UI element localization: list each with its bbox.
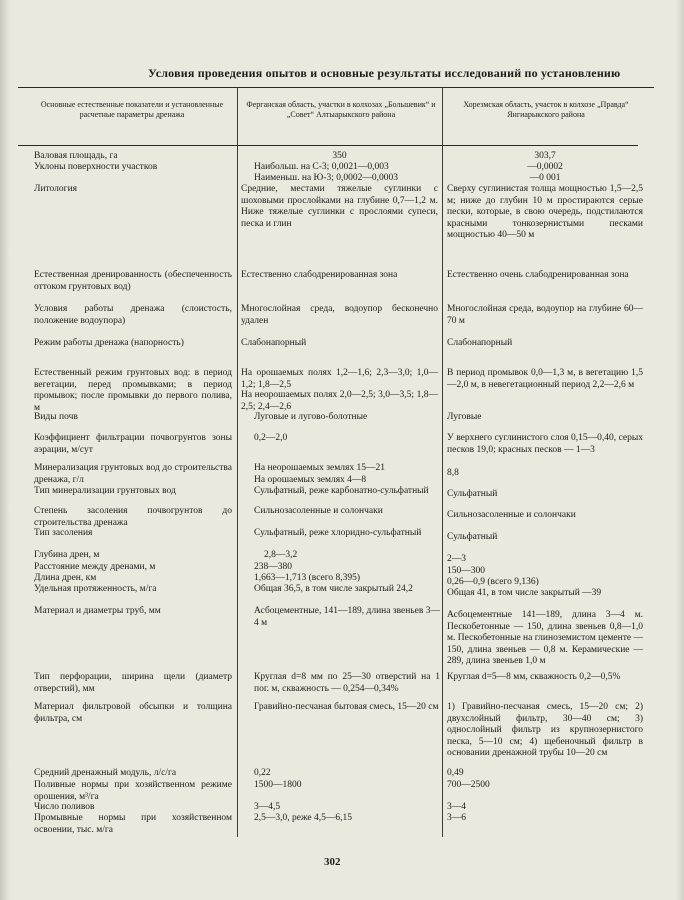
row-label: Тип перфорации, ширина щели (диаметр отверстий), мм bbox=[34, 672, 232, 694]
cell-col3: 8,8 bbox=[447, 468, 459, 478]
cell-col2: Наибольш. на С-3; 0,0021—0,003 bbox=[254, 162, 389, 172]
cell-col3: Многослойная среда, водоупор на глубине 60—70 м bbox=[447, 304, 643, 326]
row-label: Валовая площадь, га bbox=[34, 151, 118, 161]
table-title: Условия проведения опытов и основные результаты исследований по установлению bbox=[148, 66, 621, 80]
cell-col2: 238—380 bbox=[254, 562, 292, 572]
row-label: Уклоны поверхности участков bbox=[34, 162, 158, 172]
cell-col2: 3—4,5 bbox=[254, 802, 281, 812]
cell-col2: 1,663—1,713 (всего 8,395) bbox=[254, 573, 361, 583]
row-label: Длина дрен, км bbox=[34, 573, 97, 583]
cell-col3: 3—4 bbox=[447, 802, 466, 812]
column-divider-2 bbox=[442, 87, 443, 837]
row-label: Литология bbox=[34, 184, 78, 194]
cell-col3: Сильнозасоленные и солончаки bbox=[447, 510, 576, 520]
cell-col3: 0,49 bbox=[447, 768, 464, 778]
cell-col2: Общая 36,5, в том числе закрытый 24,2 bbox=[254, 584, 413, 594]
cell-col3: Сверху суглинистая толща мощностью 1,5—2,5 м; ниже до глубин 10 м простираются серые пески, которые, в свою очередь, подстилаются красными тонкозернистыми песками мощностью 40—50 м bbox=[447, 184, 643, 241]
page-shadow-right bbox=[676, 0, 684, 900]
cell-col2: Многослойная среда, водоупор бесконечно удален bbox=[241, 304, 438, 326]
cell-col3: 700—2500 bbox=[447, 780, 490, 790]
row-label: Число поливов bbox=[34, 802, 95, 812]
cell-col3: Естественно очень слабодренированная зона bbox=[447, 270, 629, 280]
cell-col3: Слабонапорный bbox=[447, 338, 513, 348]
cell-col3: 3—6 bbox=[447, 813, 466, 823]
row-label: Расстояние между дренами, м bbox=[34, 562, 156, 572]
row-label: Промывные нормы при хозяйственном освоении, тыс. м/га bbox=[34, 813, 232, 835]
header-bottom-rule bbox=[18, 145, 638, 146]
cell-col3: Асбоцементные 141—189, длина 3—4 м. Пескобетонные — 150, длина звеньев 0,8—1,0 м. Пескобетонные на глиноземистом цементе — 150, длина звеньев — 0,8 м. Керамические — 289, длина звеньев 1,0 м bbox=[447, 610, 643, 667]
row-label: Тип минерализации грунтовых вод bbox=[34, 486, 176, 496]
header-col2: Ферганская область, участки в колхозах „Большевик“ и „Совет“ Алтыарыкского района bbox=[246, 100, 436, 119]
cell-col2: 350 bbox=[332, 151, 347, 161]
row-label: Глубина дрен, м bbox=[34, 550, 100, 560]
cell-col2: Средние, местами тяжелые суглинки с шоховыми прослойками на глубине 0,7—1,2 м. Ниже тяжелые суглинки с прослоями супеси, песка и глин bbox=[241, 184, 438, 229]
cell-col2: Естественно слабодренированная зона bbox=[241, 270, 398, 280]
cell-col3: Сульфатный bbox=[447, 532, 498, 542]
header-col1: Основные естественные показатели и установленные расчетные параметры дренажа bbox=[40, 100, 224, 119]
header-col3: Хорезмская область, участок в колхозе „Правда“ Янгиарыкского района bbox=[463, 100, 629, 119]
cell-col3: В период промывок 0,0—1,3 м, в вегетацию 1,5—2,0 м, в невегетационный период 2,2—2,6 м bbox=[447, 368, 643, 390]
cell-col3: Круглая d=5—8 мм, скважность 0,2—0,5% bbox=[447, 672, 621, 682]
row-label: Материал и диаметры труб, мм bbox=[34, 606, 161, 616]
row-label: Минерализация грунтовых вод до строительства дренажа, г/л bbox=[34, 463, 232, 485]
cell-col3: Луговые bbox=[447, 412, 482, 422]
row-label: Естественный режим грунтовых вод: в период вегетации, перед промывками; в период промывок; после промывки до первого полива, м bbox=[34, 368, 232, 413]
table-top-rule bbox=[18, 87, 654, 88]
cell-col3: Общая 41, в том числе закрытый —39 bbox=[447, 588, 602, 598]
page-number: 302 bbox=[324, 856, 341, 868]
cell-col3: 150—300 bbox=[447, 566, 485, 576]
cell-col2: Круглая d=8 мм по 25—30 отверстий на 1 пог. м, скважность — 0,254—0,34% bbox=[254, 672, 440, 694]
row-label: Степень засоления почвогрунтов до строительства дренажа bbox=[34, 506, 232, 528]
row-label: Тип засоления bbox=[34, 528, 93, 538]
cell-col2: Луговые и лугово-болотные bbox=[254, 412, 368, 422]
cell-col3: У верхнего суглинистого слоя 0,15—0,40, серых песков 19,0; красных песков — 1—3 bbox=[447, 433, 643, 455]
row-label: Естественная дренированность (обеспеченность оттоком грунтовых вод) bbox=[34, 270, 232, 292]
cell-col3: 2—3 bbox=[447, 554, 466, 564]
cell-col2: 0,22 bbox=[254, 768, 271, 778]
cell-col2: Гравийно-песчаная бытовая смесь, 15—20 см bbox=[254, 702, 439, 712]
row-label: Режим работы дренажа (напорность) bbox=[34, 338, 184, 348]
row-label: Виды почв bbox=[34, 412, 78, 422]
cell-col2: На орошаемых землях 4—8 bbox=[254, 475, 367, 485]
cell-col3: 0,26—0,9 (всего 9,136) bbox=[447, 577, 539, 587]
cell-col2: Сульфатный, реже хлоридно-сульфатный bbox=[254, 528, 422, 538]
cell-col2: На неорошаемых землях 15—21 bbox=[254, 463, 385, 473]
row-label: Материал фильтровой обсыпки и толщина фильтра, см bbox=[34, 702, 232, 724]
cell-col3: 1) Гравийно-песчаная смесь, 15—20 см; 2) двухслойный фильтр, 30—40 см; 3) однослойный фильтр из крупнозернистого песка, 5—10 см; 4) щебеночный фильтр в основании дренажной трубы 10—20 см bbox=[447, 702, 643, 759]
row-label: Коэффициент фильтрации почвогрунтов зоны аэрации, м/сут bbox=[34, 433, 232, 455]
cell-col2: 0,2—2,0 bbox=[254, 433, 288, 443]
cell-col2: 2,5—3,0, реже 4,5—6,15 bbox=[254, 813, 352, 823]
cell-col2: Сильнозасоленные и солончаки bbox=[254, 506, 383, 516]
cell-col2: Сульфатный, реже карбонатно-сульфатный bbox=[254, 486, 429, 496]
row-label: Условия работы дренажа (слоистость, положение водоупора) bbox=[34, 304, 232, 326]
cell-col2: 1500—1800 bbox=[254, 780, 302, 790]
cell-col2: Асбоцементные, 141—189, длина звеньев 3—4 м bbox=[254, 606, 440, 628]
column-divider-1 bbox=[237, 87, 238, 837]
cell-col3: —0 001 bbox=[529, 173, 561, 183]
cell-col2: Наименьш. на Ю-3; 0,0002—0,0003 bbox=[254, 173, 398, 183]
cell-col2: На неорошаемых полях 2,0—2,5; 3,0—3,5; 1,8—2,5; 2,4—2,6 bbox=[241, 390, 438, 412]
page-shadow-left bbox=[0, 0, 10, 900]
cell-col3: 303,7 bbox=[534, 151, 556, 161]
row-label: Поливные нормы при хозяйственном режиме орошения, м³/га bbox=[34, 780, 232, 802]
cell-col3: —0,0002 bbox=[527, 162, 563, 172]
row-label: Удельная протяженность, м/га bbox=[34, 584, 157, 594]
cell-col3: Сульфатный bbox=[447, 489, 498, 499]
cell-col2: 2,8—3,2 bbox=[264, 550, 298, 560]
cell-col2: Слабонапорный bbox=[241, 338, 307, 348]
cell-col2: На орошаемых полях 1,2—1,6; 2,3—3,0; 1,0—1,2; 1,8—2,5 bbox=[241, 368, 438, 390]
row-label: Средний дренажный модуль, л/с/га bbox=[34, 768, 177, 778]
